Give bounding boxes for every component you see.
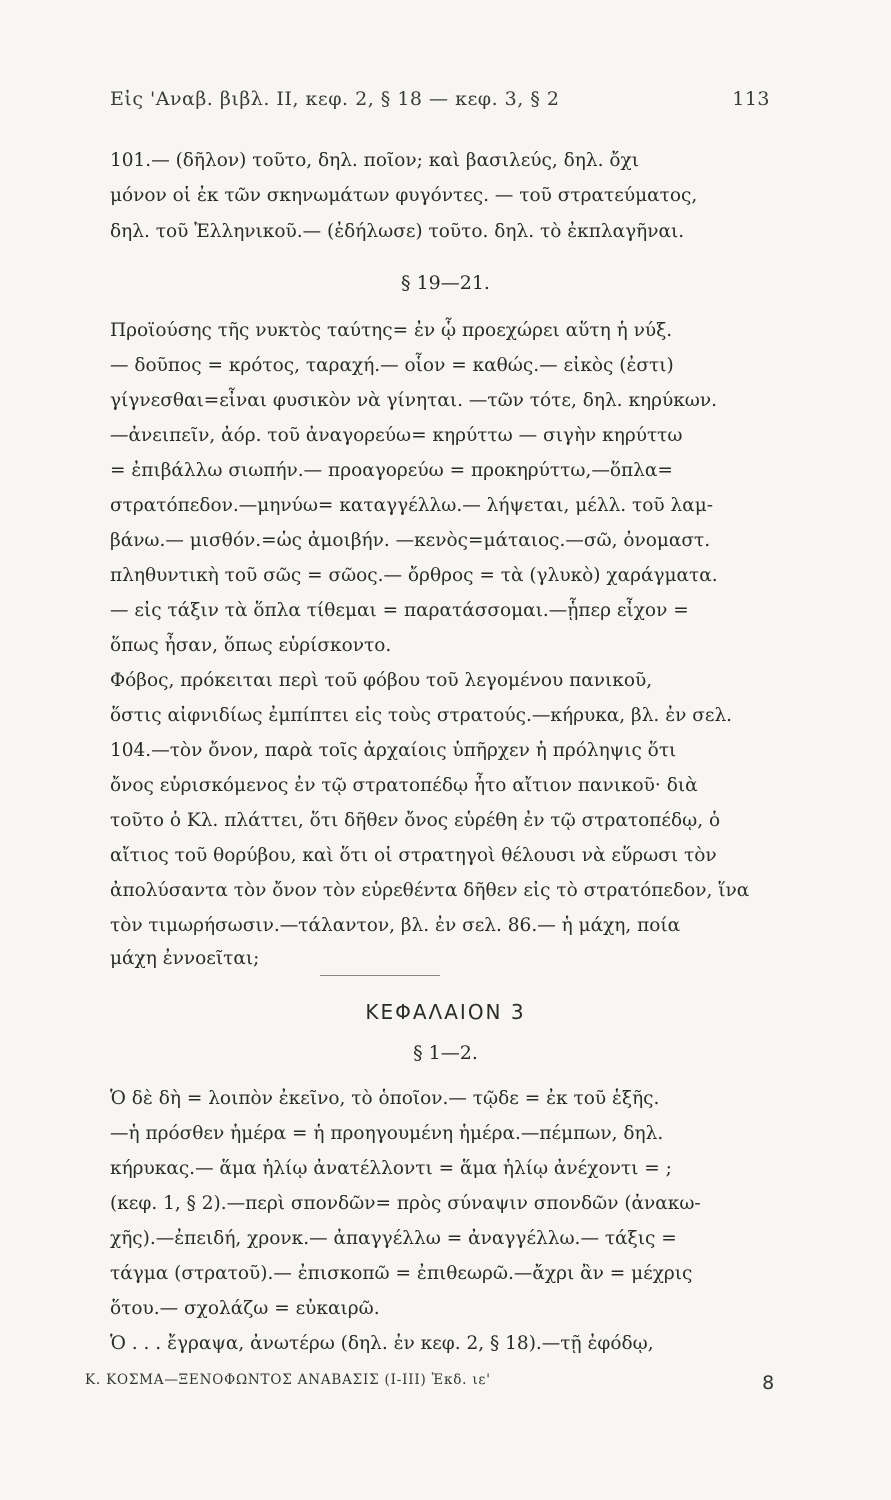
text-line: πληθυντικὴ τοῦ σῶς = σῶος.— ὄρθρος = τὰ (γλυκὸ) χαράγματα. <box>110 565 718 586</box>
running-head <box>110 88 770 110</box>
imprint-line: Κ. ΚΟΣΜΑ—ΞΕΝΟΦΩΝΤΟΣ ΑΝΑΒΑΣΙΣ (I-III) Ἐκδ. ιε' <box>85 1372 491 1388</box>
text-line: (κεφ. 1, § 2).—περὶ σπονδῶν= πρὸς σύναψιν σπονδῶν (ἀνακω- <box>110 1193 701 1214</box>
text-line: —ἀνειπεῖν, ἀόρ. τοῦ ἀναγορεύω= κηρύττω — σιγὴν κηρύττω <box>110 425 683 446</box>
text-line: γίγνεσθαι=εἶναι φυσικὸν νὰ γίνηται. —τῶν τότε, δηλ. κηρύκων. <box>110 390 717 411</box>
text-line: ὅπως ἦσαν, ὅπως εὑρίσκοντο. <box>110 635 392 656</box>
separator-rule <box>320 975 440 976</box>
text-line: ἀπολύσαντα τὸν ὄνον τὸν εὑρεθέντα δῆθεν εἰς τὸ στρατόπεδον, ἵνα <box>110 880 750 901</box>
section-marker: § 19—21. <box>401 272 490 294</box>
chapter-heading: ΚΕΦΑΛΑΙΟΝ 3 <box>365 1000 526 1024</box>
section-marker: § 1—2. <box>413 1042 478 1064</box>
running-title: Εἰς 'Αναβ. βιβλ. ΙΙ, κεφ. 2, § 18 — κεφ. 3, § 2 <box>110 88 560 110</box>
text-line: 101.— (δῆλον) τοῦτο, δηλ. ποῖον; καὶ βασιλεύς, δηλ. ὄχι <box>110 150 639 171</box>
text-line: μάχη ἐννοεῖται; <box>110 948 260 969</box>
text-line: Προϊούσης τῆς νυκτὸς ταύτης= ἐν ᾧ προεχώρει αὕτη ἡ νύξ. <box>110 320 673 341</box>
text-line: Ὁ δὲ δὴ = λοιπὸν ἐκεῖνο, τὸ ὁποῖον.— τῷδε = ἐκ τοῦ ἑξῆς. <box>110 1088 660 1109</box>
page-number: 113 <box>732 88 770 110</box>
text-line: ὄνος εὑρισκόμενος ἐν τῷ στρατοπέδῳ ἦτο αἴτιον πανικοῦ· διὰ <box>110 775 698 796</box>
text-line: μόνον οἱ ἐκ τῶν σκηνωμάτων φυγόντες. — τοῦ στρατεύματος, <box>110 185 698 206</box>
text-line: — εἰς τάξιν τὰ ὅπλα τίθεμαι = παρατάσσομαι.—ᾗπερ εἶχον = <box>110 600 689 621</box>
text-line: — δοῦπος = κρότος, ταραχή.— οἷον = καθώς.— εἰκὸς (ἐστι) <box>110 355 674 376</box>
text-line: τάγμα (στρατοῦ).— ἐπισκοπῶ = ἐπιθεωρῶ.—ἄχρι ἂν = μέχρις <box>110 1263 693 1284</box>
text-line: χῆς).—ἐπειδή, χρονκ.— ἀπαγγέλλω = ἀναγγέλλω.— τάξις = <box>110 1228 677 1249</box>
text-line: βάνω.— μισθόν.=ὡς ἀμοιβήν. —κενὸς=μάταιος.—σῶ, ὀνομαστ. <box>110 530 711 551</box>
text-line: τὸν τιμωρήσωσιν.—τάλαντον, βλ. ἐν σελ. 86.— ἡ μάχη, ποία <box>110 915 681 936</box>
text-line: —ἡ πρόσθεν ἡμέρα = ἡ προηγουμένη ἡμέρα.—πέμπων, δηλ. <box>110 1123 664 1144</box>
text-line: κήρυκας.— ἅμα ἡλίῳ ἀνατέλλοντι = ἅμα ἡλίῳ ἀνέχοντι = ; <box>110 1158 672 1179</box>
text-line: Φόβος, πρόκειται περὶ τοῦ φόβου τοῦ λεγομένου πανικοῦ, <box>110 670 653 691</box>
text-line: στρατόπεδον.—μηνύω= καταγγέλλω.— λήψεται, μέλλ. τοῦ λαμ- <box>110 495 714 516</box>
text-line: τοῦτο ὁ Κλ. πλάττει, ὅτι δῆθεν ὄνος εὑρέθη ἐν τῷ στρατοπέδῳ, ὁ <box>110 810 721 831</box>
text-line: ὅστις αἰφνιδίως ἐμπίπτει εἰς τοὺς στρατούς.—κήρυκα, βλ. ἐν σελ. <box>110 705 733 726</box>
text-line: δηλ. τοῦ Ἑλληνικοῦ.— (ἐδήλωσε) τοῦτο. δηλ. τὸ ἐκπλαγῆναι. <box>110 221 685 242</box>
text-line: 104.—τὸν ὄνον, παρὰ τοῖς ἀρχαίοις ὑπῆρχεν ἡ πρόληψις ὅτι <box>110 740 677 761</box>
text-line: ὅτου.— σχολάζω = εὐκαιρῶ. <box>110 1298 380 1319</box>
text-line: = ἐπιβάλλω σιωπήν.— προαγορεύω = προκηρύττω,—ὅπλα= <box>110 460 673 481</box>
page-footer <box>85 1372 775 1394</box>
text-line: αἴτιος τοῦ θορύβου, καὶ ὅτι οἱ στρατηγοὶ θέλουσι νὰ εὕρωσι τὸν <box>110 845 717 866</box>
signature-mark: 8 <box>762 1372 775 1394</box>
text-line: Ὁ . . . ἔγραψα, ἀνωτέρω (δηλ. ἐν κεφ. 2, § 18).—τῇ ἐφόδῳ, <box>110 1333 654 1354</box>
